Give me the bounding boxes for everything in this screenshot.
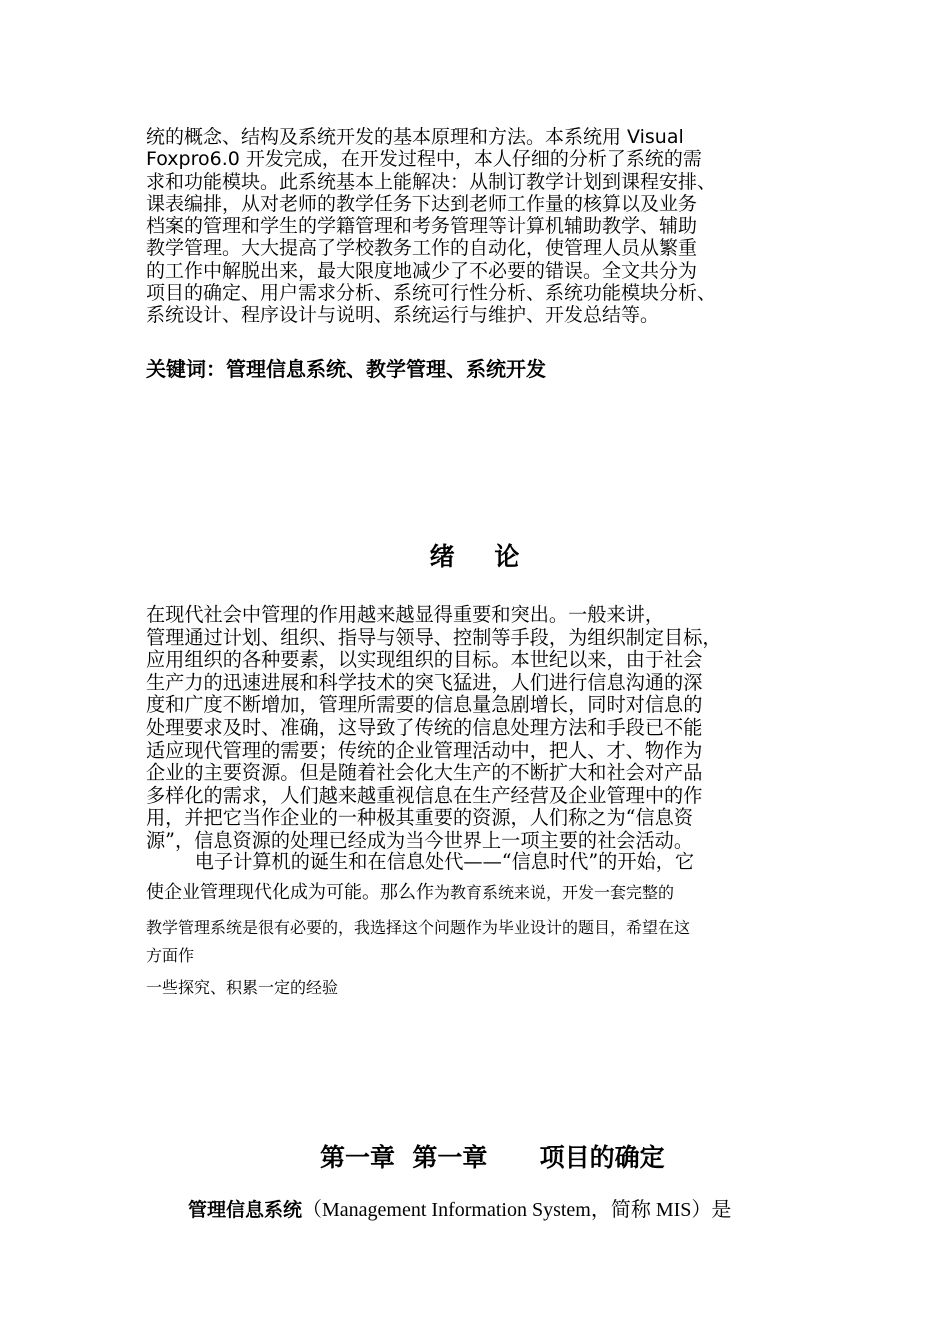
- abstract-paragraph: 统的概念、结构及系统开发的基本原理和方法。本系统用 Visual Foxpro6.0 开发完成，在开发过程中，本人仔细的分析了系统的需 求和功能模块。此系统基本上能解决：从制订教学计划到课程安排、 课表编排，从对老师的教学任务下达到老师工作量的核算以及业务 档案的管理和学生的学籍管理和考务管理等计算机辅助教学、辅助 教学管理。大大提高了学校教务工作的自动化，使管理人员从繁重 的工作中解脱出来，最大限度地减少了不必要的错误。全文共分为 项目的确定、用户需求分析、系统可行性分析、系统功能模块分析、 系统设计、程序设计与说明、系统运行与维护、开发总结等。: [146, 126, 717, 327]
- intro-paragraph-2-line-2: [146, 878, 826, 904]
- keywords-line: 关键词：管理信息系统、教学管理、系统开发: [146, 357, 546, 381]
- chapter1-heading: 第一章 第一章 项目的确定: [320, 1143, 665, 1172]
- line-2-small-text: 为教育系统来说，开发一套完整的: [434, 883, 675, 902]
- intro-paragraph-2-line-5: 一些探究、积累一定的经验: [146, 978, 339, 997]
- intro-paragraph-2-line-4: 方面作: [146, 946, 195, 965]
- intro-heading: 绪 论: [429, 542, 521, 571]
- intro-paragraph-1: 在现代社会中管理的作用越来越显得重要和突出。一般来讲， 管理通过计划、组织、指导与领导、控制等手段，为组织制定目标， 应用组织的各种要素，以实现组织的目标。本世纪以来，由于社会 生产力的迅速进展和科学技术的突飞猛进，人们进行信息沟通的深 度和广度不断增加，管理所需要的信息量急剧增长，同时对信息的 处理要求及时、准确，这导致了传统的信息处理方法和手段已不能 适应现代管理的需要；传统的企业管理活动中，把人、才、物作为 企业的主要资源。但是随着社会化大生产的不断扩大和社会对产品 多样化的需求，人们越来越重视信息在生产经营及企业管理中的作 用，并把它当作企业的一种极其重要的资源，人们称之为“信息资 源”，信息资源的处理已经成为当今世界上一项主要的社会活动。: [146, 603, 722, 852]
- mis-term: 管理信息系统: [188, 1199, 303, 1221]
- line-2-large-text: 使企业管理现代化成为可能。那么作: [146, 882, 434, 903]
- mis-definition-text: （Management Information System，简称 MIS）是: [302, 1199, 732, 1221]
- intro-paragraph-2-first-line: 电子计算机的诞生和在信息处代——“信息时代”的开始，它: [146, 850, 695, 873]
- chapter1-first-line: [188, 1193, 731, 1222]
- intro-paragraph-2-line-3: 教学管理系统是很有必要的，我选择这个问题作为毕业设计的题目，希望在这: [146, 918, 691, 937]
